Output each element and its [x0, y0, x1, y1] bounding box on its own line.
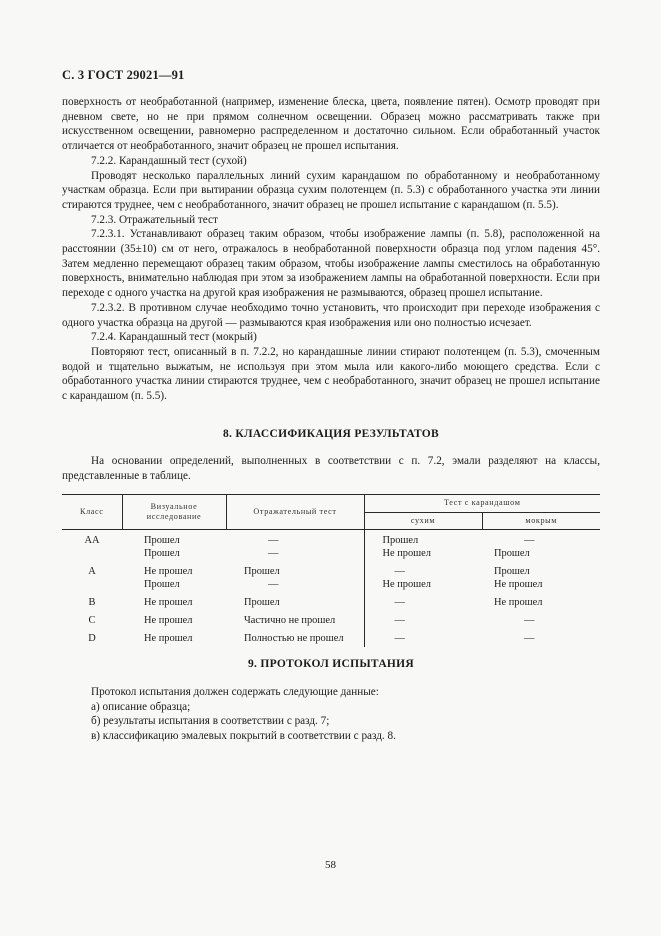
list-item: б) результаты испытания в соответствии с разд. 7;: [91, 715, 330, 727]
cell-visual: [122, 611, 226, 629]
section-8-heading: 8. КЛАССИФИКАЦИЯ РЕЗУЛЬТАТОВ: [222, 428, 439, 440]
cell-line: Прошел: [494, 566, 530, 577]
paragraph: 7.2.3.1. Устанавливают образец таким образом, чтобы изображение лампы (п. 5.8), расположенной на расстоянии (35±10) см от него, отражалось в необработанной поверхности образца под углом падения 45°. Затем медленно перемещают образец таким образом, чтобы изображение лампы сместилось на обработанную поверхность, внимательно наблюдая при этом за изображением лампы на обработанной поверхности. Если при переходе с одного участка на другой края изображения не размываются, образец прошел испытание.: [62, 228, 600, 300]
cell-line: Прошел: [382, 535, 419, 546]
cell-line: —: [268, 579, 279, 590]
cell-line: D: [88, 633, 96, 644]
header-pencil: Тест с карандашом: [364, 495, 600, 513]
header-dry: сухим: [364, 512, 482, 530]
header-class: Класс: [62, 495, 122, 530]
subsection-heading: 7.2.2. Карандашный тест (сухой): [91, 154, 247, 167]
classification-table: [62, 494, 600, 647]
cell-line: В: [88, 597, 96, 608]
cell-line: Полностью не прошел: [244, 633, 344, 644]
cell-line: Не прошел: [144, 633, 193, 644]
cell-dry: [364, 530, 482, 563]
header-visual: Визуальное исследование: [122, 495, 226, 530]
cell-line: Прошел: [494, 548, 530, 559]
cell-reflect: [226, 593, 364, 611]
cell-wet: [482, 530, 600, 563]
cell-dry: [364, 611, 482, 629]
cell-class: [62, 530, 122, 563]
cell-line: Частично не прошел: [244, 615, 336, 626]
cell-line: —: [524, 615, 535, 626]
cell-line: —: [268, 535, 279, 546]
cell-visual: [122, 593, 226, 611]
cell-visual: [122, 530, 226, 563]
cell-line: Прошел: [144, 535, 180, 546]
cell-class: [62, 611, 122, 629]
list-item: а) описание образца;: [91, 700, 191, 713]
subsection-heading: 7.2.3. Отражательный тест: [91, 213, 218, 226]
paragraph: поверхность от необработанной (например, изменение блеска, цвета, появление пятен). Осмотр проводят при дневном свете, но не при прямом солнечном освещении. Образец можно рассматривать также при искусственном освещении, равномерно распределенном и достаточно сильном. Если обработанный участок отличается от необработанного, значит образец не прошел испытания.: [62, 96, 600, 153]
cell-dry: [364, 562, 482, 593]
cell-class: [62, 593, 122, 611]
cell-wet: [482, 562, 600, 593]
body-text: [62, 95, 600, 404]
table-row: [62, 629, 600, 647]
cell-line: —: [524, 535, 535, 546]
table-row: [62, 530, 600, 563]
cell-line: С: [88, 615, 96, 626]
cell-line: Не прошел: [494, 597, 543, 608]
section-9-body: [62, 685, 600, 743]
paragraph: 7.2.3.2. В противном случае необходимо точно установить, что происходит при переходе изображения с одного участка образца на другой — размываются края изображения или оно полностью исчезает.: [62, 301, 600, 329]
list-item: в) классификацию эмалевых покрытий в соответствии с разд. 8.: [91, 729, 396, 742]
cell-line: —: [394, 566, 405, 577]
cell-line: Прошел: [244, 566, 280, 577]
header-reflect: Отражательный тест: [226, 495, 364, 530]
page-number: 58: [325, 859, 336, 871]
cell-class: [62, 629, 122, 647]
paragraph: Повторяют тест, описанный в п. 7.2.2, но карандашные линии стирают полотенцем (п. 5.3), смоченным водой и тщательно выжатым, не используя при этом мыла или какого-либо моющего средства. Если с обработанного участка линии стираются труднее, чем с необработанного, значит образец не прошел испытание с карандашом (п. 5.5).: [62, 345, 600, 403]
cell-line: Не прошел: [382, 579, 431, 590]
cell-line: Не прошел: [144, 566, 193, 577]
cell-line: АА: [84, 535, 100, 546]
cell-reflect: [226, 562, 364, 593]
cell-visual: [122, 562, 226, 593]
cell-line: —: [394, 615, 405, 626]
cell-wet: [482, 629, 600, 647]
table-row: [62, 593, 600, 611]
subsection-heading: 7.2.4. Карандашный тест (мокрый): [91, 331, 257, 344]
header-wet: мокрым: [482, 512, 600, 530]
cell-line: Не прошел: [144, 597, 193, 608]
cell-line: Прошел: [144, 579, 180, 590]
cell-line: Не прошел: [144, 615, 193, 626]
cell-line: —: [394, 633, 405, 644]
cell-line: А: [88, 566, 96, 577]
cell-wet: [482, 593, 600, 611]
section-8-intro: На основании определений, выполненных в соответствии с п. 7.2, эмали разделяют на классы, представленные в таблице.: [62, 455, 600, 482]
cell-line: —: [394, 597, 405, 608]
cell-line: —: [524, 633, 535, 644]
cell-wet: [482, 611, 600, 629]
cell-line: —: [268, 548, 279, 559]
cell-line: Прошел: [244, 597, 280, 608]
section-9-heading: 9. ПРОТОКОЛ ИСПЫТАНИЯ: [247, 658, 415, 670]
cell-line: Не прошел: [382, 548, 431, 559]
cell-reflect: [226, 530, 364, 563]
paragraph: Проводят несколько параллельных линий сухим карандашом по обработанному и необработанному участкам образца. Если при вытирании образца сухим полотенцем (п. 5.3) с обработанного участка эти линии стираются труднее, чем с необработанного, значит образец не прошел испытание с карандашом (п. 5.5).: [62, 169, 600, 211]
cell-line: Прошел: [144, 548, 180, 559]
cell-class: [62, 562, 122, 593]
cell-visual: [122, 629, 226, 647]
cell-reflect: [226, 629, 364, 647]
cell-dry: [364, 593, 482, 611]
section-9-intro: Протокол испытания должен содержать следующие данные:: [91, 686, 379, 698]
cell-reflect: [226, 611, 364, 629]
page-header: С. 3 ГОСТ 29021—91: [62, 68, 185, 82]
table-row: [62, 562, 600, 593]
cell-dry: [364, 629, 482, 647]
cell-line: Не прошел: [494, 579, 543, 590]
table-row: [62, 611, 600, 629]
